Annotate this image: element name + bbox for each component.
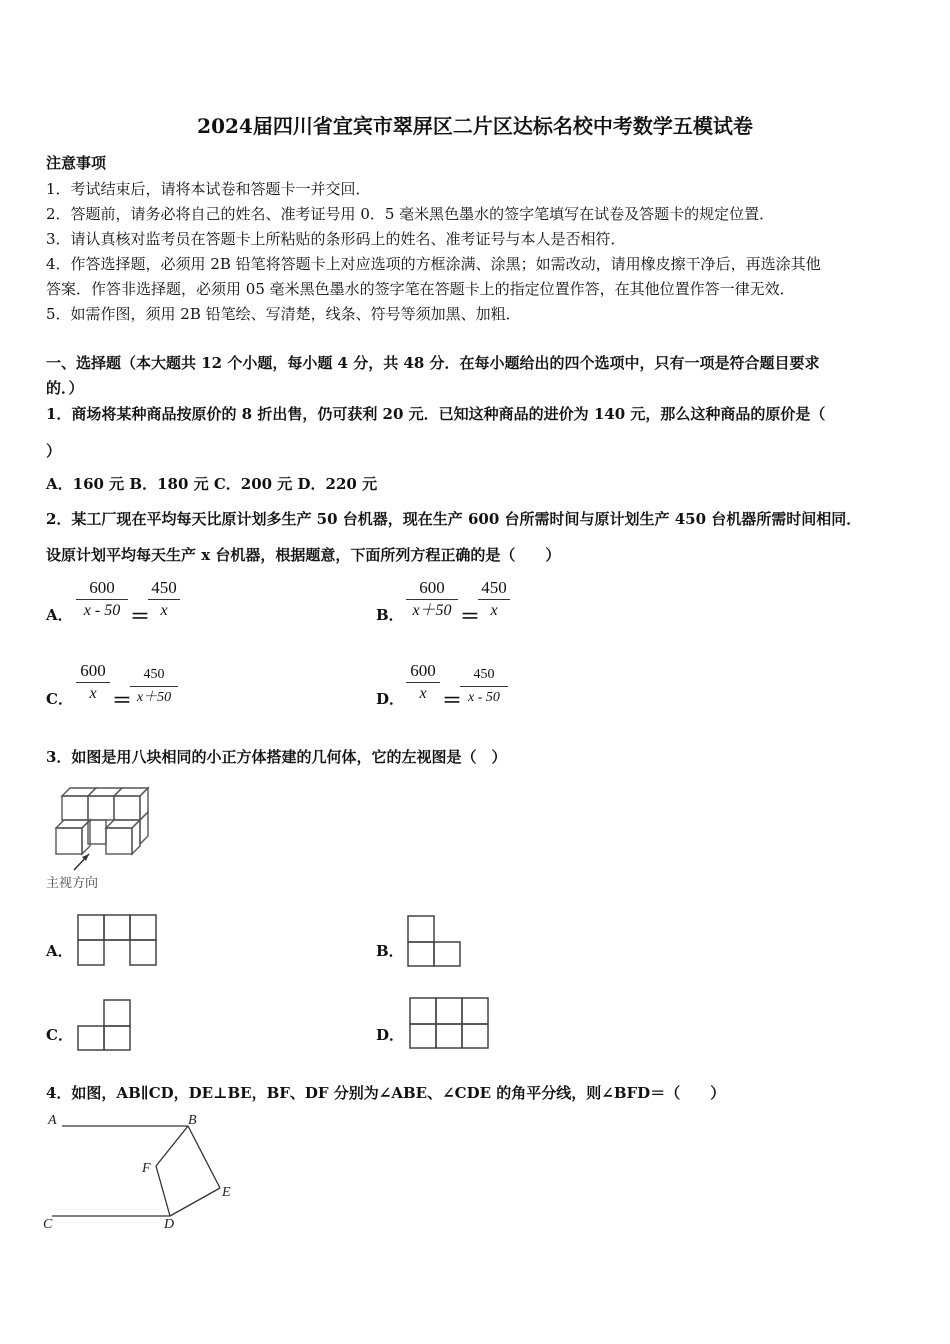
q3-option-c-label: C． (46, 1026, 73, 1044)
equals-sign: ＝ (130, 604, 150, 628)
q2-option-d-left-fraction (406, 660, 440, 705)
q2-option-c-right-fraction (130, 664, 178, 709)
numerator: 450 (473, 667, 495, 682)
q2-option-b-left-fraction (406, 577, 458, 622)
q4-geometry-figure (40, 1108, 250, 1238)
q2-option-a-left-fraction (76, 577, 128, 622)
section-heading-cont: 的．） (46, 379, 84, 397)
q3-text: 3．如图是用八块相同的小正方体搭建的几何体，它的左视图是（ ） (46, 748, 507, 766)
numerator: 600 (410, 661, 436, 680)
point-label-f: F (142, 1161, 151, 1176)
point-label-d: D (164, 1217, 175, 1232)
segment-be (188, 1126, 220, 1188)
notice-item: 3．请认真核对监考员在答题卡上所粘贴的条形码上的姓名、准考证号与本人是否相符． (46, 230, 626, 248)
denominator: x - 50 (76, 599, 128, 622)
q2-option-a-right-fraction (148, 577, 180, 622)
q2-option-c-left-fraction (76, 660, 110, 705)
denominator: x (406, 682, 440, 705)
numerator: 450 (481, 578, 507, 597)
denominator: x (148, 599, 180, 622)
q3-option-a-view (76, 914, 158, 968)
point-label-e: E (222, 1185, 231, 1200)
q3-option-c-view (76, 998, 134, 1052)
equals-sign: ＝ (460, 604, 480, 628)
denominator: x (478, 599, 510, 622)
notice-item: 1．考试结束后，请将本试卷和答题卡一并交回． (46, 180, 371, 198)
q1-text: 1．商场将某种商品按原价的 8 折出售，仍可获利 20 元．已知这种商品的进价为 140 元，那么这种商品的原价是（ (46, 405, 826, 423)
q2-option-b-label: B． (376, 606, 404, 624)
q1-text-cont: ） (46, 442, 62, 460)
q2-text-cont: 设原计划平均每天生产 x 台机器，根据题意，下面所列方程正确的是（ ） (46, 546, 561, 564)
notice-item: 答案．作答非选择题，必须用 05 毫米黑色墨水的签字笔在答题卡上的指定位置作答，在其他位置作答一律无效． (46, 280, 795, 298)
q2-option-a-label: A． (46, 606, 73, 624)
point-label-b: B (188, 1113, 197, 1128)
denominator: x＋50 (406, 599, 458, 622)
denominator: x＋50 (130, 686, 178, 709)
equals-sign: ＝ (112, 688, 132, 712)
notice-heading: 注意事项 (46, 154, 107, 172)
page-title: 2024届四川省宜宾市翠屏区二片区达标名校中考数学五模试卷 (197, 114, 753, 138)
q3-option-b-label: B． (376, 942, 404, 960)
numerator: 450 (151, 578, 177, 597)
segment-de (170, 1188, 220, 1216)
numerator: 600 (80, 661, 106, 680)
notice-item: 5．如需作图，须用 2B 铅笔绘、写清楚，线条、符号等须加黑、加粗． (46, 305, 521, 323)
numerator: 600 (419, 578, 445, 597)
denominator: x - 50 (460, 686, 508, 709)
equals-sign: ＝ (442, 688, 462, 712)
q2-option-c-label: C． (46, 690, 73, 708)
q4-text: 4．如图，AB∥CD，DE⊥BE，BF、DF 分别为∠ABE、∠CDE 的角平分线，则∠BFD＝（ ） (46, 1084, 726, 1102)
point-label-c: C (43, 1217, 53, 1232)
notice-item: 4．作答选择题，必须用 2B 铅笔将答题卡上对应选项的方框涂满、涂黑；如需改动，请用橡皮擦干净后，再选涂其他 (46, 255, 821, 273)
figure-caption: 主视方向 (46, 876, 99, 891)
q2-text: 2．某工厂现在平均每天比原计划多生产 50 台机器，现在生产 600 台所需时间与原计划生产 450 台机器所需时间相同． (46, 510, 862, 528)
segment-bf (156, 1126, 188, 1166)
q3-option-d-view (408, 996, 492, 1052)
q2-option-d-right-fraction (460, 664, 508, 709)
q2-option-d-label: D． (376, 690, 405, 708)
q2-option-b-right-fraction (478, 577, 510, 622)
q3-option-d-label: D． (376, 1026, 405, 1044)
notice-item: 2．答题前，请务必将自己的姓名、准考证号用 0．5 毫米黑色墨水的签字笔填写在试卷及答题卡的规定位置． (46, 205, 775, 223)
point-label-a: A (48, 1113, 57, 1128)
segment-df (156, 1166, 170, 1216)
section-heading: 一、选择题（本大题共 12 个小题，每小题 4 分，共 48 分．在每小题给出的四个选项中，只有一项是符合题目要求 (46, 354, 820, 372)
q3-option-b-view (406, 914, 464, 968)
numerator: 600 (89, 578, 115, 597)
q1-options: A．160 元 B．180 元 C．200 元 D．220 元 (46, 475, 378, 493)
numerator: 450 (143, 667, 165, 682)
denominator: x (76, 682, 110, 705)
q3-option-a-label: A． (46, 942, 73, 960)
